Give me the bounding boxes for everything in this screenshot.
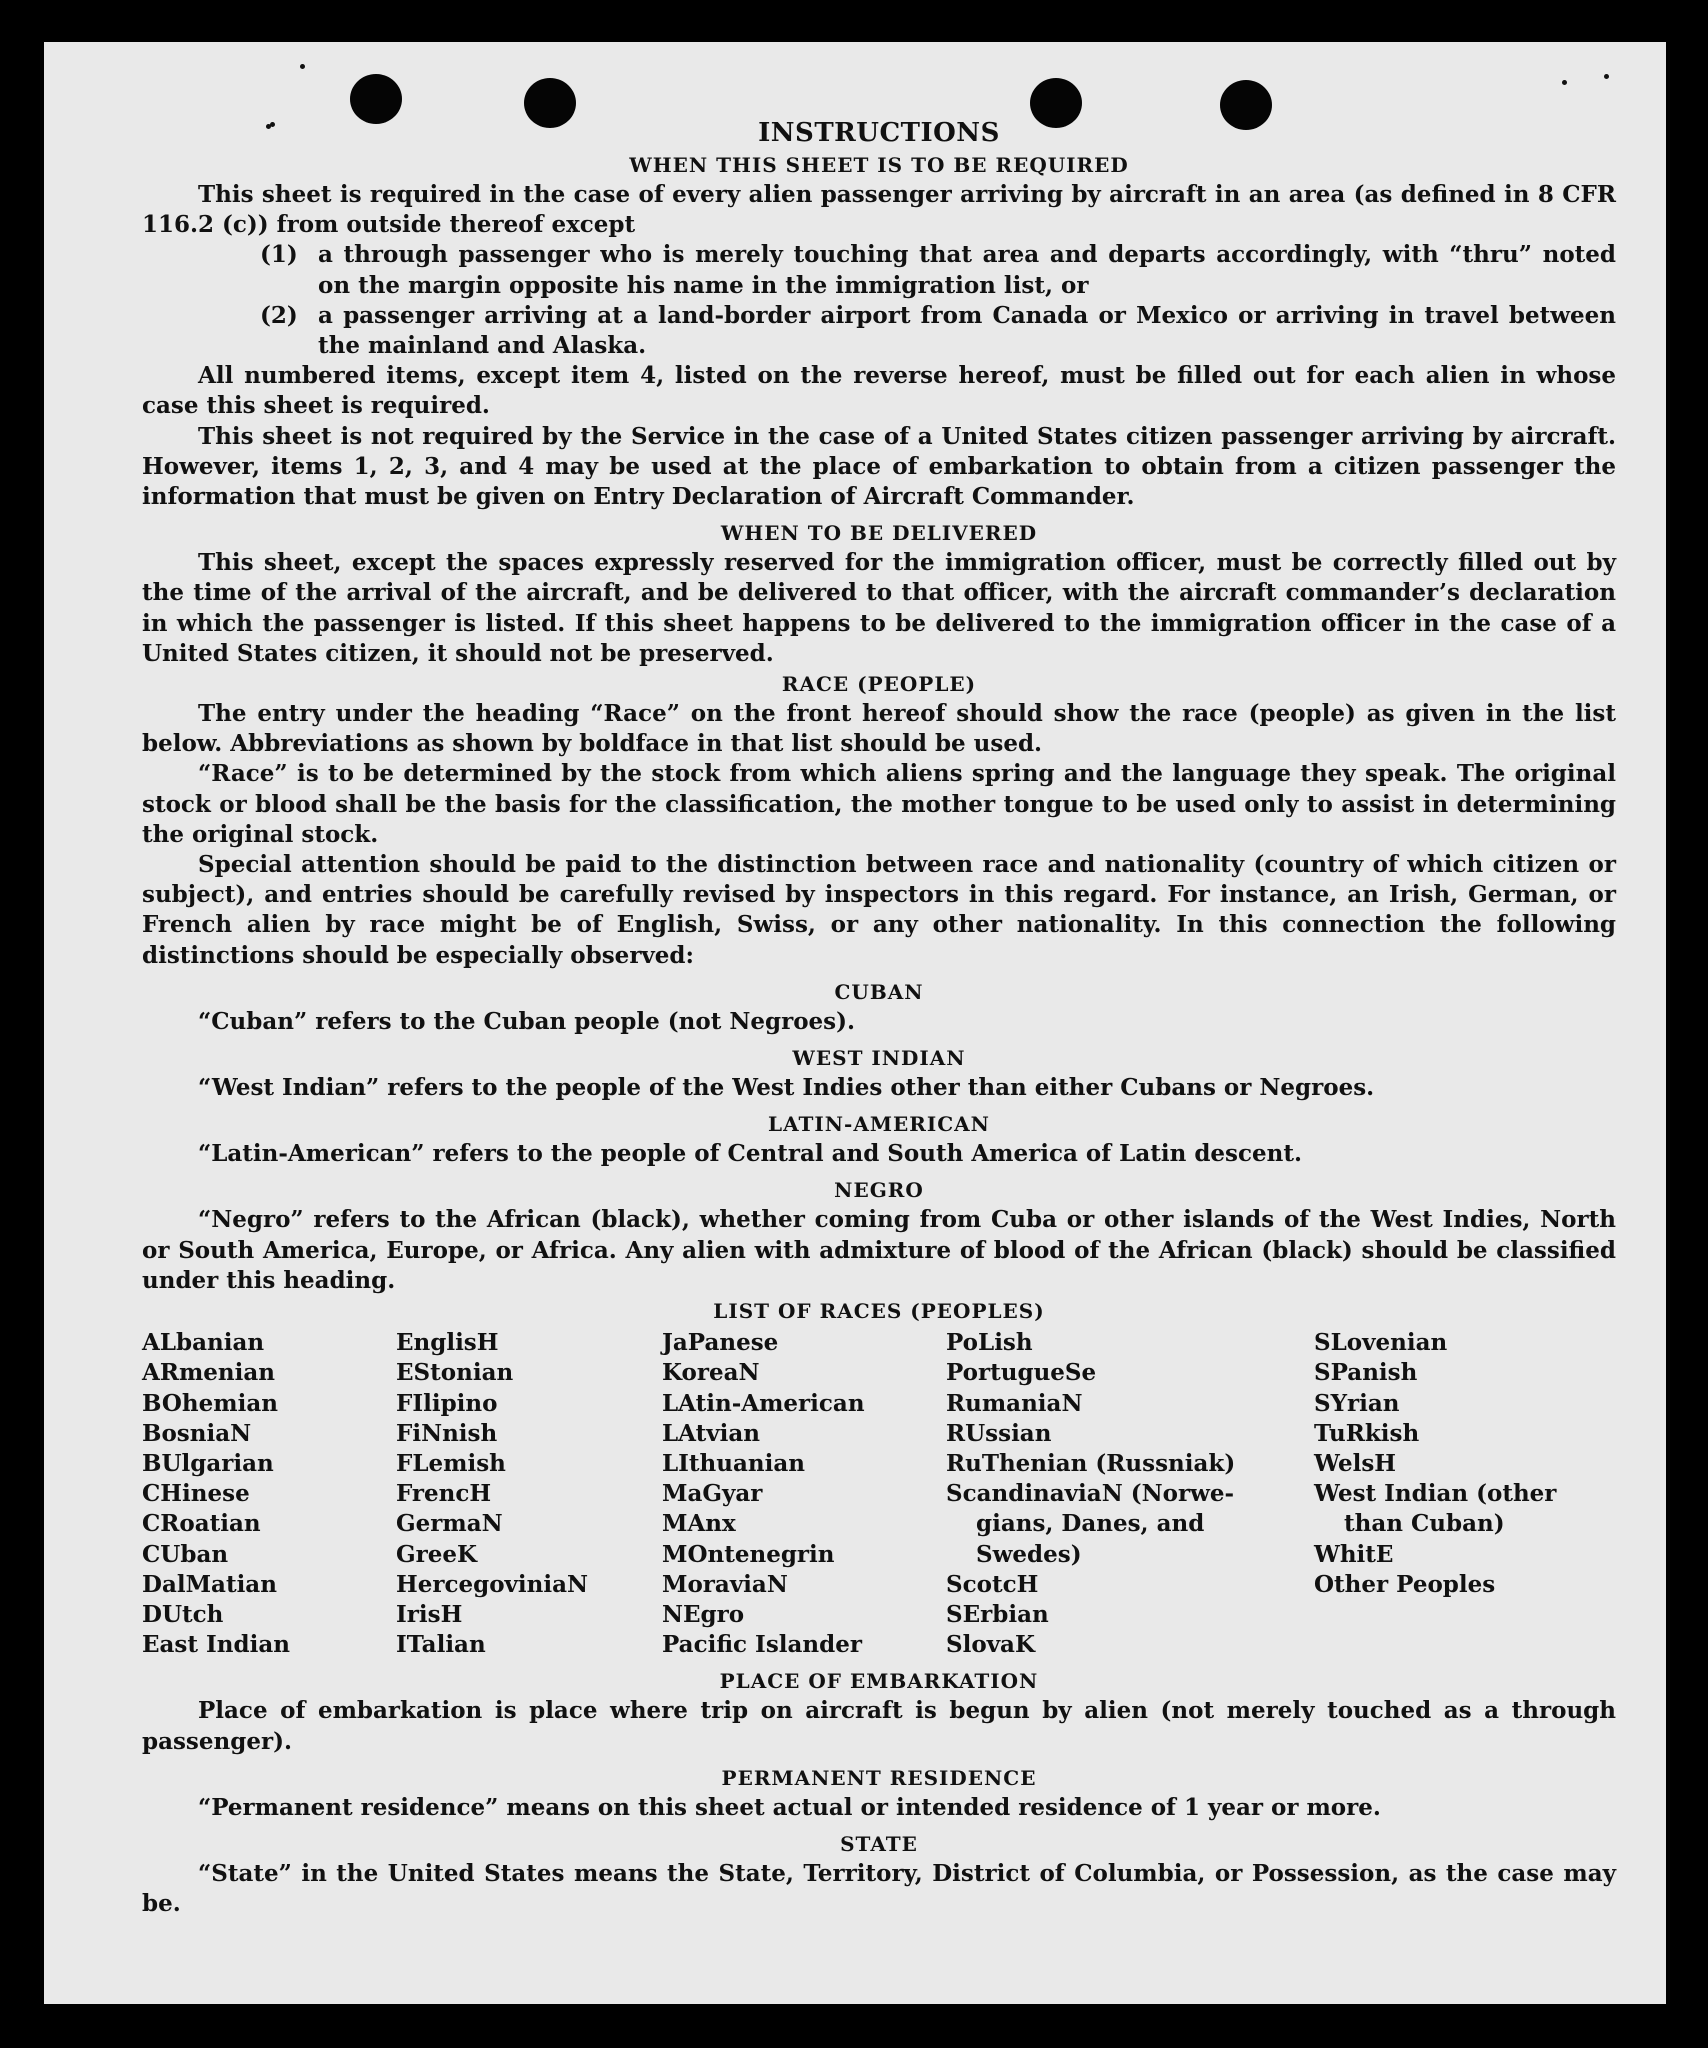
races-column-4	[946, 1328, 1314, 1660]
race-item: CUban	[142, 1540, 229, 1568]
paragraph: Special attention should be paid to the distinction between race and nationality (country of which citizen or subject), and entries should be carefully revised by inspectors in this regard. For instance, an Irish, German, or French alien by race might be of English, Swiss, or any other nationality. In this connection the following distinctions should be especially observed:	[142, 851, 1616, 969]
paragraph: This sheet, except the spaces expressly reserved for the immigration officer, must be correctly filled out by the time of the arrival of the aircraft, and be delivered to that officer, with the aircraft commander’s declaration in which the passenger is listed. If this sheet happens to be delivered to the immigration officer in the case of a United States citizen, it should not be preserved.	[142, 549, 1616, 667]
race-item: GermaN	[396, 1510, 503, 1538]
race-item: CRoatian	[142, 1510, 261, 1538]
paragraph: “State” in the United States means the State, Territory, District of Columbia, or Possession, as the case may be.	[142, 1859, 1616, 1918]
race-item: BOhemian	[142, 1389, 278, 1417]
race-item: ScandinaviaN (Norwe-	[946, 1480, 1235, 1508]
race-item: LAtvian	[662, 1419, 760, 1447]
race-item: KoreaN	[662, 1359, 760, 1387]
race-item: SErbian	[946, 1600, 1049, 1628]
race-item: ITalian	[396, 1631, 486, 1659]
race-item: HercegoviniaN	[396, 1570, 589, 1598]
heading-state: STATE	[840, 1831, 918, 1856]
race-item: SPanish	[1314, 1359, 1418, 1387]
race-item: ScotcH	[946, 1570, 1039, 1598]
race-item: RUssian	[946, 1419, 1052, 1447]
races-column-3	[662, 1328, 946, 1660]
race-item: PortugueSe	[946, 1359, 1097, 1387]
race-item: LAtin-American	[662, 1389, 865, 1417]
race-item-continued: Swedes)	[976, 1540, 1082, 1568]
race-item: MAnx	[662, 1510, 736, 1538]
heading-list-of-races: LIST OF RACES (PEOPLES)	[713, 1299, 1045, 1324]
paragraph: All numbered items, except item 4, listed on the reverse hereof, must be filled out for each alien in whose case this sheet is required.	[142, 362, 1616, 420]
race-item: IrisH	[396, 1600, 463, 1628]
race-item: WelsH	[1314, 1449, 1397, 1477]
races-column-1	[142, 1328, 396, 1660]
race-item: RumaniaN	[946, 1389, 1083, 1417]
paragraph: “Cuban” refers to the Cuban people (not Negroes).	[198, 1007, 856, 1035]
heading-when-required: WHEN THIS SHEET IS TO BE REQUIRED	[629, 153, 1129, 177]
list-number: (1)	[260, 241, 298, 269]
races-table	[142, 1328, 1616, 1660]
race-item: Pacific Islander	[662, 1631, 862, 1659]
paragraph: “Permanent residence” means on this sheet actual or intended residence of 1 year or more.	[198, 1793, 1381, 1821]
list-text: a through passenger who is merely touching that area and departs accordingly, with “thru” noted on the margin opposite his name in the immigration list, or	[318, 241, 1616, 299]
race-item: BosniaN	[142, 1419, 252, 1447]
race-item: JaPanese	[662, 1329, 779, 1357]
heading-when-delivered: WHEN TO BE DELIVERED	[720, 521, 1038, 546]
race-item: PoLish	[946, 1329, 1033, 1357]
paragraph: “West Indian” refers to the people of the West Indies other than either Cubans or Negroes.	[198, 1074, 1375, 1102]
race-item: RuThenian (Russniak)	[946, 1449, 1236, 1477]
race-item: East Indian	[142, 1631, 290, 1659]
speck	[1604, 74, 1609, 79]
race-item: Other Peoples	[1314, 1570, 1496, 1598]
races-column-5	[1314, 1328, 1614, 1660]
paragraph: “Latin-American” refers to the people of Central and South America of Latin descent.	[198, 1140, 1302, 1168]
paragraph: This sheet is required in the case of every alien passenger arriving by aircraft in an area (as defined in 8 CFR 116.2 (c)) from outside thereof except	[142, 181, 1616, 239]
heading-negro: NEGRO	[834, 1178, 924, 1203]
page-title: INSTRUCTIONS	[758, 118, 1000, 148]
race-item: ARmenian	[142, 1359, 276, 1387]
race-item: TuRkish	[1314, 1419, 1420, 1447]
race-item: DalMatian	[142, 1570, 277, 1598]
list-number: (2)	[260, 301, 298, 329]
paragraph: The entry under the heading “Race” on the front hereof should show the race (people) as given in the list below. Abbreviations as shown by boldface in that list should be used.	[142, 700, 1616, 758]
speck	[1562, 80, 1567, 85]
heading-cuban: CUBAN	[834, 979, 924, 1004]
paragraph: Place of embarkation is place where trip on aircraft is begun by alien (not merely touched as a through passenger).	[142, 1697, 1616, 1755]
race-item: MoraviaN	[662, 1570, 788, 1598]
race-item: West Indian (other	[1314, 1480, 1557, 1508]
race-item: ALbanian	[142, 1329, 265, 1357]
race-item: NEgro	[662, 1600, 745, 1628]
race-item: DUtch	[142, 1600, 224, 1628]
heading-place-of-embarkation: PLACE OF EMBARKATION	[719, 1669, 1039, 1694]
race-item: FrencH	[396, 1480, 492, 1508]
race-item: SLovenian	[1314, 1329, 1448, 1357]
heading-permanent-residence: PERMANENT RESIDENCE	[721, 1765, 1037, 1790]
race-item-continued: gians, Danes, and	[976, 1510, 1205, 1538]
race-item: BUlgarian	[142, 1449, 274, 1477]
paragraph: This sheet is not required by the Service in the case of a United States citizen passenger arriving by aircraft. However, items 1, 2, 3, and 4 may be used at the place of embarkation to obtain from a citizen passenger the information that must be given on Entry Declaration of Aircraft Commander.	[142, 422, 1616, 511]
race-item-continued: than Cuban)	[1344, 1510, 1505, 1538]
document-page	[44, 42, 1666, 2004]
race-item: MaGyar	[662, 1480, 763, 1508]
race-item: LIthuanian	[662, 1449, 805, 1477]
heading-latin-american: LATIN-AMERICAN	[768, 1112, 990, 1137]
list-item	[142, 240, 1616, 300]
race-item: SYrian	[1314, 1389, 1400, 1417]
race-item: WhitE	[1314, 1540, 1394, 1568]
list-text: a passenger arriving at a land-border airport from Canada or Mexico or arriving in travel between the mainland and Alaska.	[318, 301, 1616, 360]
races-column-2	[396, 1328, 662, 1660]
paragraph: “Negro” refers to the African (black), whether coming from Cuba or other islands of the West Indies, North or South America, Europe, or Africa. Any alien with admixture of blood of the African (black) should be classified under this heading.	[142, 1206, 1616, 1294]
exception-list	[142, 240, 1616, 361]
race-item: CHinese	[142, 1480, 250, 1508]
race-item: FIlipino	[396, 1389, 498, 1417]
race-item: FLemish	[396, 1449, 506, 1477]
heading-race: RACE (PEOPLE)	[781, 672, 977, 697]
instructions-text	[142, 116, 1616, 1919]
heading-west-indian: WEST INDIAN	[792, 1046, 966, 1071]
race-item: GreeK	[396, 1540, 478, 1568]
race-item: FiNnish	[396, 1419, 498, 1447]
race-item: EStonian	[396, 1359, 514, 1387]
race-item: SlovaK	[946, 1631, 1035, 1659]
speck	[300, 64, 305, 69]
race-item: EnglisH	[396, 1329, 499, 1357]
race-item: MOntenegrin	[662, 1540, 835, 1568]
paragraph: “Race” is to be determined by the stock from which aliens spring and the language they speak. The original stock or blood shall be the basis for the classification, the mother tongue to be used only to assist in determining the original stock.	[142, 760, 1616, 848]
list-item	[142, 301, 1616, 361]
